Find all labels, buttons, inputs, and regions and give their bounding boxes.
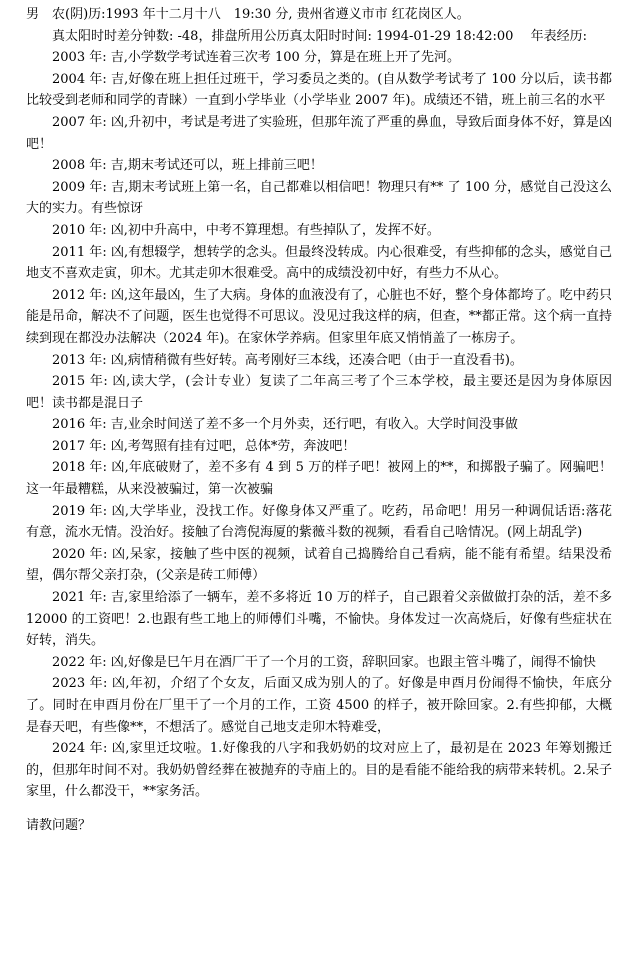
header-birth-info: 男 农(阴)历:1993 年十二月十八 19:30 分, 贵州省遵义市市 红花岗区人。 — [26, 7, 470, 22]
entry-2012: 2012 年: 凶,这年最凶，生了大病。身体的血液没有了，心脏也不好，整个身体都垮了。吃中药只能是吊命，解决不了问题，医生也觉得不可思议。没见过我这样的病，但查，**都正常。这个病一直持续到现在都没办法解决（2024 年)。在家休学养病。但家里年底又悄悄盖了一栋房子。 — [26, 287, 612, 346]
entry-2003: 2003 年: 吉,小学数学考试连着三次考 100 分，算是在班上开了先河。 — [52, 50, 460, 66]
question-line: 请教问题？ — [26, 817, 92, 833]
entry-2010: 2010 年: 凶,初中升高中，中考不算理想。有些掉队了，发挥不好。 — [52, 222, 440, 238]
entry-2022: 2022 年: 凶,好像是巳午月在酒厂干了一个月的工资，辞职回家。也跟主管斗嘴了，闹得不愉快 — [52, 654, 596, 670]
entry-2024: 2024 年: 凶,家里迁坟啦。1.好像我的八字和我奶奶的坟对应上了，最初是在 2023 年筹划搬迁的，但那年时间不对。我奶奶曾经葬在被抛弃的寺庙上的。目的是看能不能给我的病带来转机。2.呆子家里，什么都没干，**家务活。 — [26, 741, 612, 800]
entry-2019: 2019 年: 凶,大学毕业，没找工作。好像身体又严重了。吃药，吊命吧！用另一种调侃话语:落花有意，流水无情。没治好。接触了台湾倪海厦的紫薇斗数的视频，看看自己啥情况。(网上胡乱学) — [26, 503, 612, 541]
header-solar-time: 真太阳时时差分钟数: -48，排盘所用公历真太阳时时间: 1994-01-29 18:42:00 年表经历: — [52, 28, 587, 44]
entry-2008: 2008 年: 吉,期末考试还可以，班上排前三吧！ — [52, 158, 323, 174]
entry-2004: 2004 年: 吉,好像在班上担任过班干，学习委员之类的。(自从数学考试考了 100 分以后，读书都比较受到老师和同学的青睐）一直到小学毕业（小学毕业 2007 年)。成绩还不错，班上前三名的水平 — [26, 71, 612, 109]
entry-2009: 2009 年: 吉,期末考试班上第一名，自己都难以相信吧！物理只有** 了 100 分，感觉自己没这么大的实力。有些惊讶 — [26, 179, 612, 217]
entry-2018: 2018 年: 凶,年底破财了，差不多有 4 到 5 万的样子吧！被网上的**，和掷骰子骗了。网骗吧！这一年最糟糕，从来没被骗过，第一次被骗 — [26, 460, 612, 498]
paragraph-gap — [26, 803, 612, 815]
entry-2011: 2011 年: 凶,有想辍学，想转学的念头。但最终没转成。内心很难受，有些抑郁的念头，感觉自己地支不喜欢走寅，卯木。尤其走卯木很难受。高中的成绩没初中好，有些力不从心。 — [26, 244, 612, 282]
entry-2013: 2013 年: 凶,病情稍微有些好转。高考刚好三本线，还凑合吧（由于一直没看书)。 — [52, 352, 523, 368]
entry-2023: 2023 年: 凶,年初，介绍了个女友，后面又成为别人的了。好像是申酉月份闹得不愉快，年底分了。同时在申酉月份在厂里干了一个月的工作，工资 4500 的样子，被开除回家。2.有些抑郁，大概是春天吧，有些像**，不想活了。感觉自己地支走卯木特难受， — [26, 676, 612, 735]
entry-2020: 2020 年: 凶,呆家，接触了些中医的视频，试着自己捣腾给自己看病，能不能有希望。结果没希望，偶尔帮父亲打杂，(父亲是砖工师傅） — [26, 546, 612, 584]
entry-2017: 2017 年: 凶,考驾照有挂有过吧，总体*劳，奔波吧！ — [52, 438, 356, 454]
entry-2015: 2015 年: 凶,读大学，(会计专业）复读了二年高三考了个三本学校，最主要还是因为身体原因吧！读书都是混日子 — [26, 374, 612, 411]
entry-2021: 2021 年: 吉,家里给添了一辆车，差不多将近 10 万的样子，自己跟着父亲做做打杂的活，差不多 12000 的工资吧！2.也跟有些工地上的师傅们斗嘴，不愉快。身体发过一次高烧后，好像有些症状在好转，消失。 — [26, 590, 612, 649]
document-body — [26, 4, 612, 837]
entry-2007: 2007 年: 凶,升初中，考试是考进了实验班，但那年流了严重的鼻血，导致后面身体不好，算是凶吧！ — [26, 114, 612, 152]
entry-2016: 2016 年: 吉,业余时间送了差不多一个月外卖，还行吧，有收入。大学时间没事做 — [52, 417, 518, 433]
